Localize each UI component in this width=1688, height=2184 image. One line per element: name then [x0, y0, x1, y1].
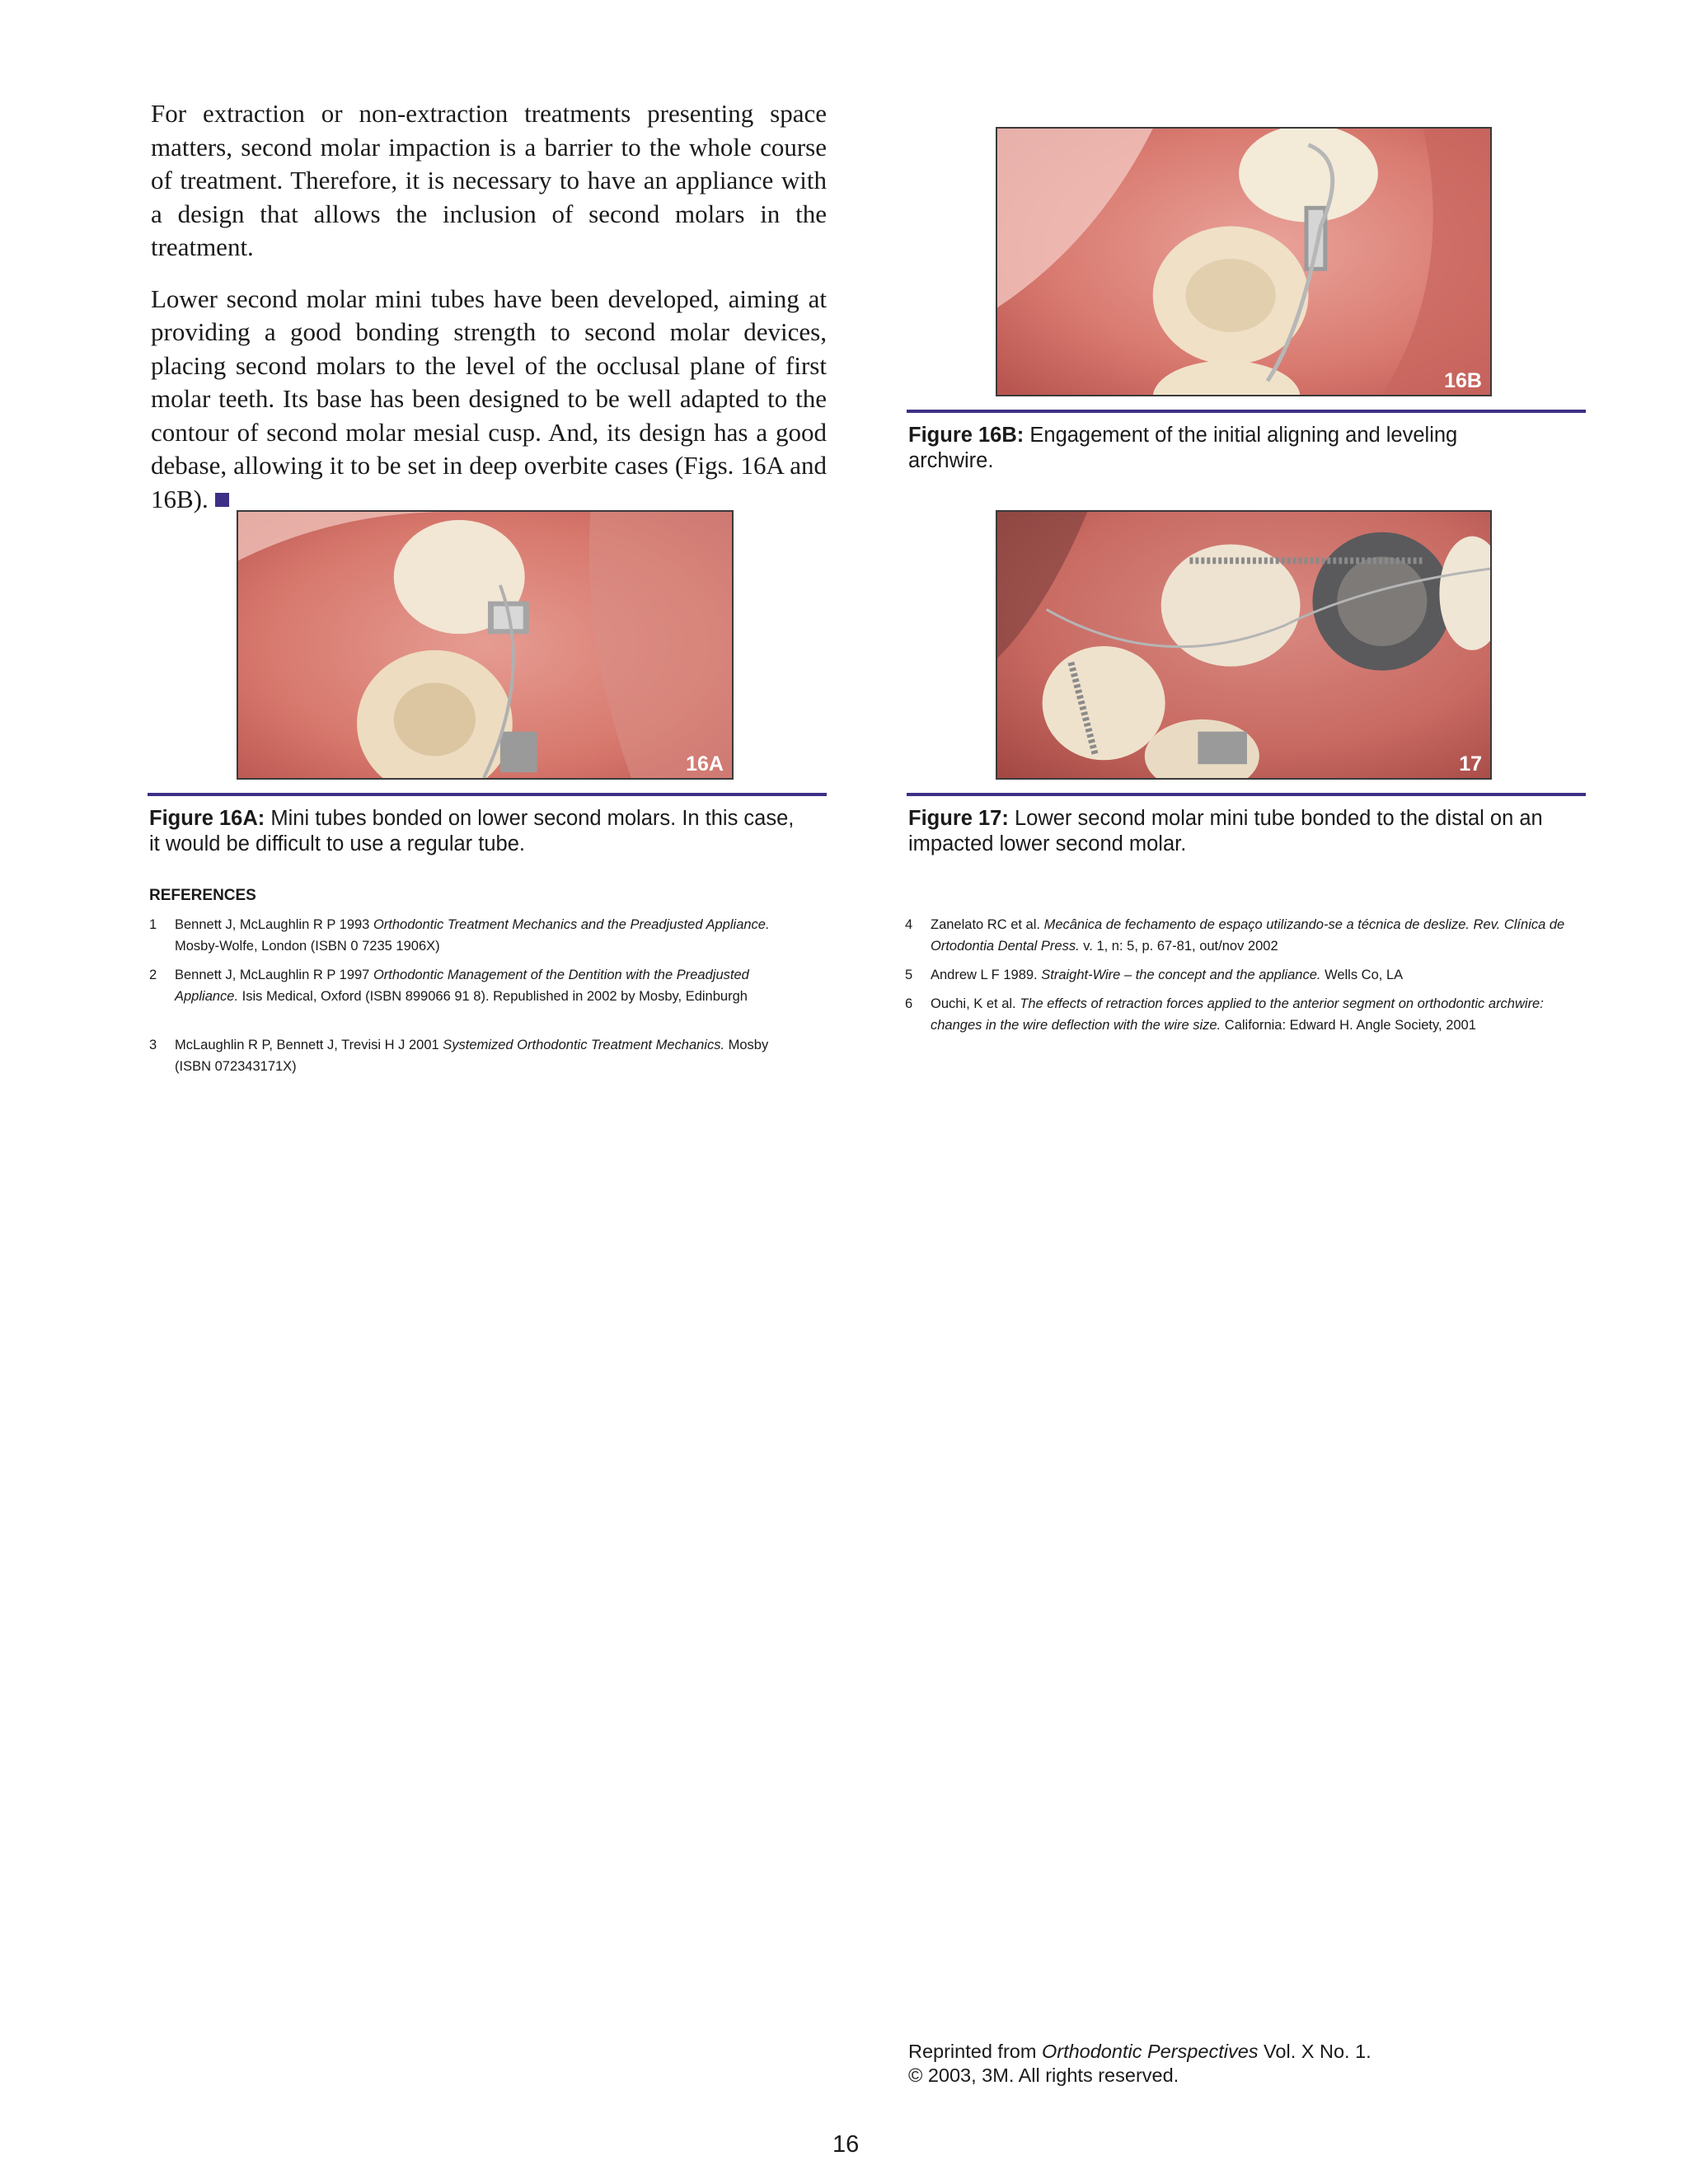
figure-17-tag: 17	[1459, 752, 1482, 776]
reference-title: Orthodontic Treatment Mechanics and the Preadjusted Appliance.	[373, 917, 770, 932]
reference-item	[905, 915, 1589, 957]
figure-17-caption	[908, 806, 1584, 857]
body-paragraph-1: For extraction or non-extraction treatments presenting space matters, second molar impaction is a barrier to the whole course of treatment. Therefore, it is necessary to have an appliance with a design that allows the inclusion of second molars in the treatment.	[151, 99, 827, 261]
reference-number: 1	[149, 917, 157, 932]
end-of-article-square-icon	[215, 493, 229, 507]
reference-authors: Bennett J, McLaughlin R P 1993	[175, 917, 370, 932]
reference-number: 6	[905, 996, 913, 1011]
reference-details: Wells Co, LA	[1325, 968, 1404, 982]
figure-16a-caption	[149, 806, 809, 857]
reference-title: Orthodontic Management of the Dentition with the Preadjusted Appliance.	[175, 968, 749, 1004]
reference-item	[905, 994, 1589, 1036]
reference-number: 2	[149, 968, 157, 982]
figure-16b-photo	[996, 127, 1492, 396]
reference-title: Systemized Orthodontic Treatment Mechanics.	[443, 1038, 725, 1052]
page-number: 16	[832, 2131, 860, 2158]
figure-16b-caption-label: Figure 16B:	[908, 424, 1025, 447]
reference-number: 4	[905, 917, 913, 932]
figure-16a-tag: 16A	[686, 752, 724, 776]
body-paragraph-2	[151, 283, 827, 517]
reference-title: The effects of retraction forces applied to the anterior segment on orthodontic archwire: changes in the wire deflection with the wire size.	[931, 996, 1544, 1033]
figure-17-rule	[907, 793, 1586, 796]
figure-16b-image	[997, 129, 1490, 395]
reference-authors: McLaughlin R P, Bennett J, Trevisi H J 2001	[175, 1038, 439, 1052]
reference-item	[149, 1035, 800, 1077]
figure-16b-caption-text: Engagement of the initial aligning and leveling archwire.	[908, 424, 1458, 472]
figure-16b-tag: 16B	[1444, 369, 1482, 392]
reference-authors: Zanelato RC et al.	[931, 917, 1040, 932]
reference-authors: Ouchi, K et al.	[931, 996, 1016, 1011]
reference-item	[149, 965, 800, 1007]
journal-volume: Vol. X No. 1.	[1264, 2041, 1372, 2062]
figure-17-caption-text: Lower second molar mini tube bonded to the distal on an impacted lower second molar.	[908, 807, 1543, 855]
body-text-column	[151, 97, 827, 516]
figure-16b-rule	[907, 410, 1586, 413]
reference-title: Straight-Wire – the concept and the appliance.	[1041, 968, 1321, 982]
figure-17-caption-label: Figure 17:	[908, 807, 1009, 830]
figure-16a-rule	[148, 793, 827, 796]
reprint-prefix: Reprinted from	[908, 2041, 1037, 2062]
reference-authors: Andrew L F 1989.	[931, 968, 1038, 982]
reference-item	[905, 965, 1589, 987]
reference-details: Mosby-Wolfe, London (ISBN 0 7235 1906X)	[175, 938, 440, 954]
figure-17-photo	[996, 510, 1492, 780]
reference-item	[149, 915, 800, 957]
figure-16a-caption-text: Mini tubes bonded on lower second molars. In this case, it would be difficult to use a regular tube.	[149, 807, 795, 855]
figure-16a-image	[238, 512, 732, 778]
reference-title: Mecânica de fechamento de espaço utilizando-se a técnica de deslize. Rev. Clínica de Ortodontia Dental Press.	[931, 917, 1565, 954]
references-heading: REFERENCES	[149, 887, 256, 904]
journal-name: Orthodontic Perspectives	[1041, 2041, 1259, 2062]
reference-details: v. 1, n: 5, p. 67-81, out/nov 2002	[1083, 938, 1278, 954]
reference-details: California: Edward H. Angle Society, 2001	[1224, 1017, 1476, 1033]
reference-details: Isis Medical, Oxford (ISBN 899066 91 8). Republished in 2002 by Mosby, Edinburgh	[241, 988, 748, 1004]
copyright-line: © 2003, 3M. All rights reserved.	[908, 2064, 1179, 2086]
figure-16a-caption-label: Figure 16A:	[149, 807, 265, 830]
figure-16a-photo	[237, 510, 734, 780]
figure-16b-caption	[908, 423, 1510, 474]
reprint-notice	[908, 2040, 1568, 2088]
reference-number: 3	[149, 1038, 157, 1052]
reference-number: 5	[905, 968, 913, 982]
figure-17-image	[997, 512, 1490, 778]
reprint-line	[908, 2040, 1568, 2064]
body-paragraph-2-text: Lower second molar mini tubes have been developed, aiming at providing a good bonding strength to second molar devices, placing second molars to the level of the occlusal plane of first molar teeth. Its base has been designed to be well adapted to the contour of second molar mesial cusp. And, its design has a good debase, allowing it to be set in deep overbite cases (Figs. 16A and 16B).	[151, 284, 827, 513]
reference-authors: Bennett J, McLaughlin R P 1997	[175, 968, 370, 982]
reference-details: Mosby (ISBN 072343171X)	[175, 1038, 769, 1074]
